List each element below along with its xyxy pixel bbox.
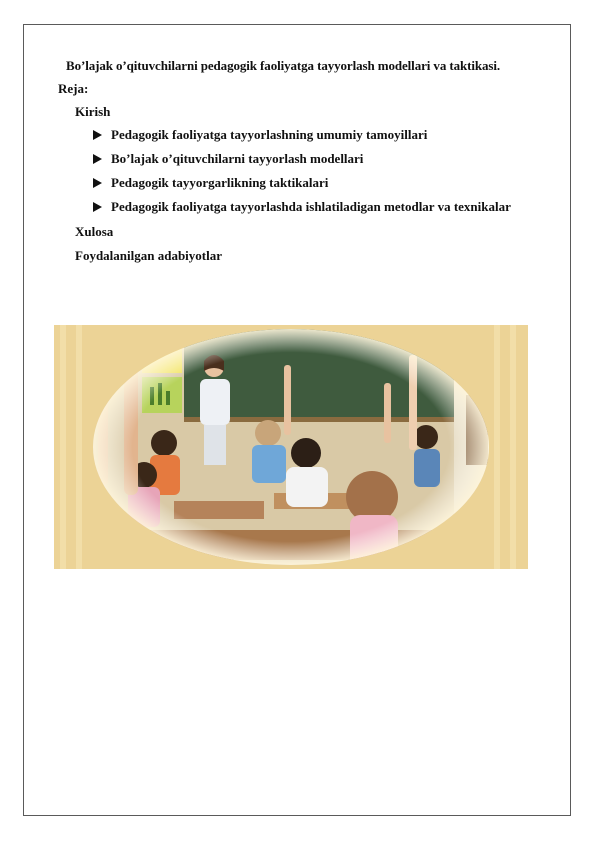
plan-bullet	[93, 199, 511, 215]
plan-item-conclusion: Xulosa	[75, 224, 114, 239]
plan-label: Reja:	[58, 81, 89, 96]
plan-item-references: Foydalanilgan adabiyotlar	[75, 248, 222, 263]
classroom-photo	[54, 325, 528, 569]
arrow-bullet-icon	[93, 130, 102, 140]
plan-bullet	[93, 127, 427, 143]
plan-bullet	[93, 151, 363, 167]
plan-bullet	[93, 175, 328, 191]
plan-bullet-text: Pedagogik faoliyatga tayyorlashning umumiy tamoyillari	[111, 127, 428, 142]
document-title: Bo’lajak o’qituvchilarni pedagogik faoliyatga tayyorlash modellari va taktikasi.	[66, 58, 501, 73]
plan-bullet-text: Pedagogik faoliyatga tayyorlashda ishlatiladigan metodlar va texnikalar	[111, 199, 511, 214]
plan-item-intro: Kirish	[75, 104, 111, 119]
arrow-bullet-icon	[93, 202, 102, 212]
arrow-bullet-icon	[93, 178, 102, 188]
plan-bullet-text: Pedagogik tayyorgarlikning taktikalari	[111, 175, 329, 190]
plan-bullet-text: Bo’lajak o’qituvchilarni tayyorlash modellari	[111, 151, 364, 166]
arrow-bullet-icon	[93, 154, 102, 164]
